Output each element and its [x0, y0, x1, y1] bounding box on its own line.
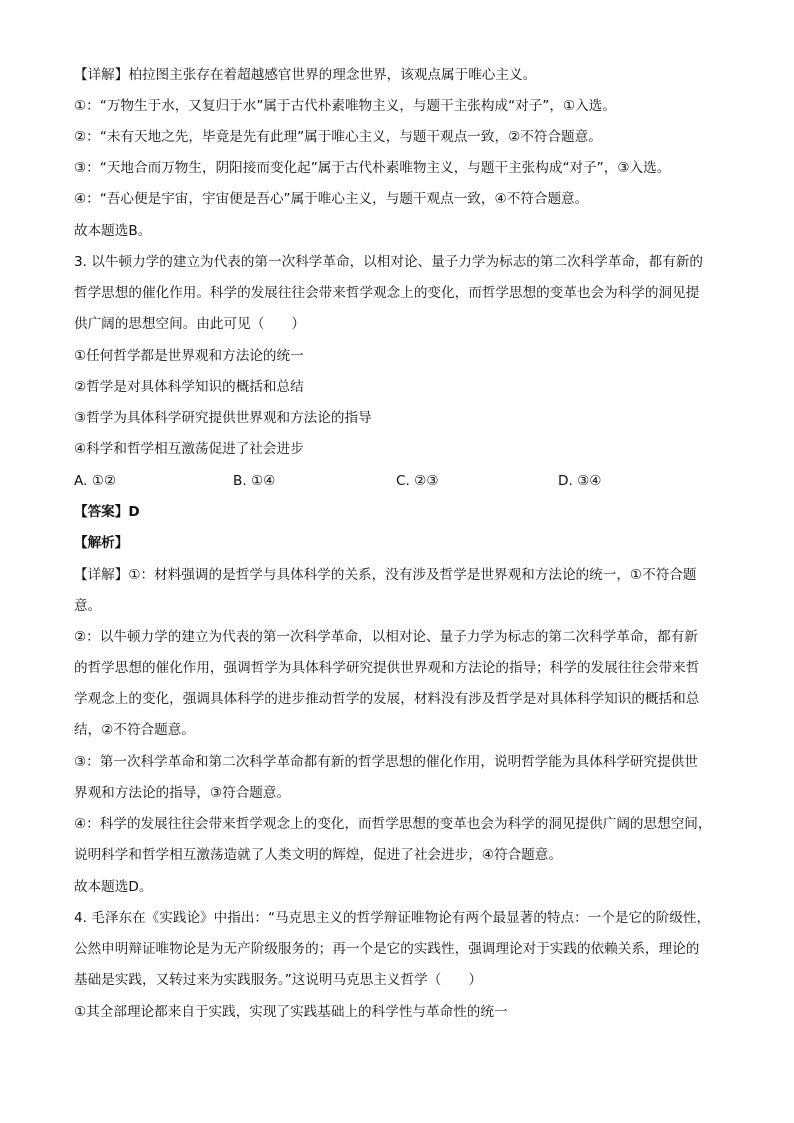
answer-line: 【答案】D — [74, 504, 140, 520]
question-3-stem-line-2: 哲学思想的催化作用。科学的发展往往会带来哲学观念上的变化，而哲学思想的变革也会为科学的洞见提 — [74, 285, 700, 301]
question-4-stem-line-2: 公然申明辩证唯物论是为无产阶级服务的；再一个是它的实践性，强调理论对于实践的依赖关系，理论的 — [74, 941, 700, 957]
question-4-stem-line-3: 基础是实践，又转过来为实践服务。”这说明马克思主义哲学（ ） — [74, 972, 483, 988]
detail-2-line-2: 的哲学思想的催化作用，强调哲学为具体科学研究提供世界观和方法论的指导；科学的发展往往会带来哲 — [74, 660, 700, 676]
detail-4-line-2: 说明科学和哲学相互激荡造就了人类文明的辉煌，促进了社会进步，④符合题意。 — [74, 847, 562, 863]
option-c: C. ②③ — [396, 473, 439, 489]
option-d: D. ③④ — [558, 473, 602, 489]
analysis-heading: 【解析】 — [74, 535, 129, 551]
question-3-statement-3: ③哲学为具体科学研究提供世界观和方法论的指导 — [74, 410, 372, 426]
detail-3-line-2: 界观和方法论的指导，③符合题意。 — [74, 785, 291, 801]
question-4-statement-1: ①其全部理论都来自于实践，实现了实践基础上的科学性与革命性的统一 — [74, 1004, 508, 1020]
question-3-stem-line-3: 供广阔的思想空间。由此可见（ ） — [74, 316, 306, 332]
question-3-statement-2: ②哲学是对具体科学知识的概括和总结 — [74, 379, 304, 395]
detail-1-line-2: 意。 — [74, 598, 102, 614]
question-3-statement-1: ①任何哲学都是世界观和方法论的统一 — [74, 348, 304, 364]
question-4-stem-line-1: 4. 毛泽东在《实践论》中指出：“马克思主义的哲学辩证唯物论有两个最显著的特点：一个是它的阶级性， — [74, 910, 711, 926]
analysis-item-4: ④：“吾心便是宇宙，宇宙便是吾心”属于唯心主义，与题干观点一致，④不符合题意。 — [74, 191, 589, 207]
conclusion-line: 故本题选B。 — [74, 223, 152, 239]
analysis-item-2: ②：“未有天地之先，毕竟是先有此理”属于唯心主义，与题干观点一致，②不符合题意。 — [74, 129, 602, 145]
option-b: B. ①④ — [233, 473, 276, 489]
detail-2-line-4: 结，②不符合题意。 — [74, 722, 195, 738]
detail-1-line-1: 【详解】①：材料强调的是哲学与具体科学的关系，没有涉及哲学是世界观和方法论的统一，①不符合题 — [74, 567, 697, 583]
detail-4-line-1: ④：科学的发展往往会带来哲学观念上的变化，而哲学思想的变革也会为科学的洞见提供广阔的思想空间， — [74, 816, 712, 832]
option-a: A. ①② — [74, 473, 117, 489]
detail-heading-line: 【详解】柏拉图主张存在着超越感官世界的理念世界，该观点属于唯心主义。 — [74, 67, 537, 83]
question-3-stem-line-1: 3. 以牛顿力学的建立为代表的第一次科学革命，以相对论、量子力学为标志的第二次科学革命，都有新的 — [74, 254, 704, 270]
detail-2-line-3: 学观念上的变化，强调具体科学的进步推动哲学的发展，材料没有涉及哲学是对具体科学知识的概括和总 — [74, 691, 700, 707]
question-3-statement-4: ④科学和哲学相互激荡促进了社会进步 — [74, 441, 304, 457]
conclusion-line-q3: 故本题选D。 — [74, 879, 153, 895]
analysis-item-3: ③：“天地合而万物生，阴阳接而变化起”属于古代朴素唯物主义，与题干主张构成“对子”，③入选。 — [74, 160, 671, 176]
analysis-item-1: ①：“万物生于水，又复归于水”属于古代朴素唯物主义，与题干主张构成“对子”，①入选。 — [74, 98, 616, 114]
detail-2-line-1: ②：以牛顿力学的建立为代表的第一次科学革命，以相对论、量子力学为标志的第二次科学革命，都有新 — [74, 629, 698, 645]
detail-3-line-1: ③：第一次科学革命和第二次科学革命都有新的哲学思想的催化作用，说明哲学能为具体科学研究提供世 — [74, 754, 698, 770]
